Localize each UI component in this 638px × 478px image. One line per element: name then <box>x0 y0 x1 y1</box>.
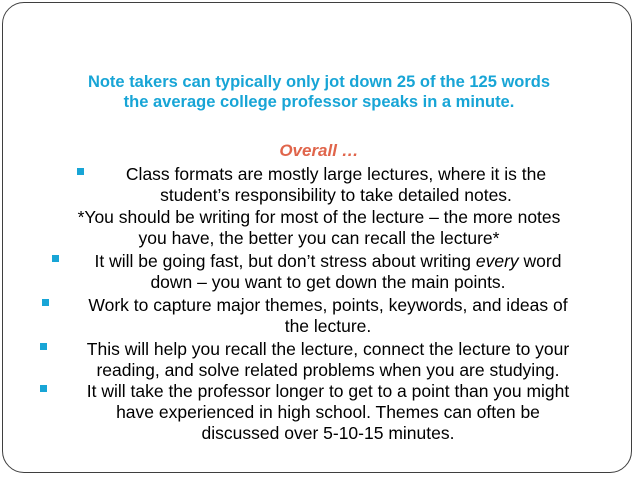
subheading: Overall … <box>279 141 359 160</box>
item-4-line-2: the lecture. <box>284 316 372 336</box>
item-3-line-1 <box>62 251 594 272</box>
item-2-line-2: you have, the better you can recall the lecture* <box>138 228 500 248</box>
item-4-line-1: Work to capture major themes, points, keywords, and ideas of <box>88 295 568 315</box>
item-3-text-end: word <box>518 251 562 271</box>
square-bullet-icon <box>40 343 47 350</box>
item-1-line-1: Class formats are mostly large lectures, where it is the <box>125 164 547 184</box>
item-5-line-1: This will help you recall the lecture, connect the lecture to your <box>86 339 570 359</box>
square-bullet-icon <box>42 299 49 306</box>
headline <box>0 72 638 112</box>
item-1-line-2: student’s responsibility to take detailed notes. <box>160 185 512 205</box>
item-6-line-2: have experienced in high school. Themes can often be <box>116 402 540 422</box>
item-6-line-1: It will take the professor longer to get to a point than you might <box>86 381 570 401</box>
item-3-emphasis: every <box>475 251 519 271</box>
item-5-line-2: reading, and solve related problems when you are studying. <box>96 360 560 380</box>
square-bullet-icon <box>77 168 84 175</box>
square-bullet-icon <box>40 385 47 392</box>
item-2-line-1: *You should be writing for most of the lecture – the more notes <box>77 207 561 227</box>
item-3-line-2: down – you want to get down the main points. <box>150 272 506 292</box>
item-3-text-start: It will be going fast, but don’t stress about writing <box>94 251 476 271</box>
headline-line-1: Note takers can typically only jot down 25 of the 125 words <box>87 73 551 91</box>
headline-line-2: the average college professor speaks in a minute. <box>123 93 515 111</box>
square-bullet-icon <box>52 255 59 262</box>
item-6-line-3: discussed over 5-10-15 minutes. <box>201 423 455 443</box>
